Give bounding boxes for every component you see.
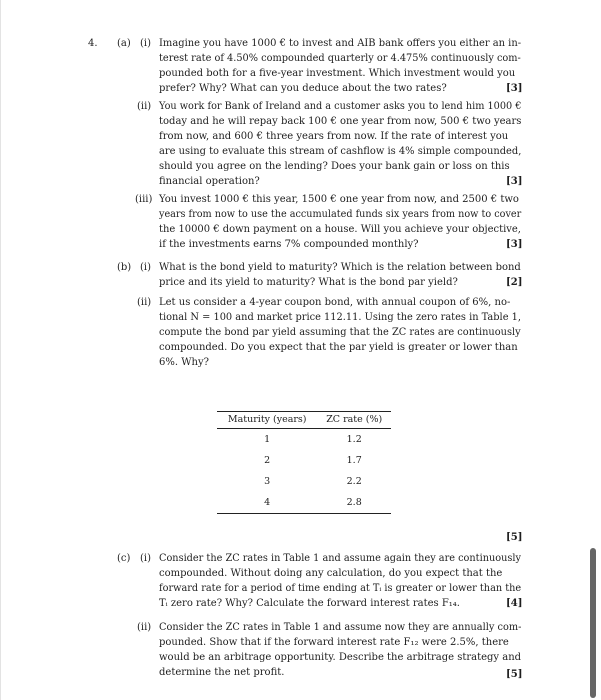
b-ii-line-2: tional N = 100 and market price 112.11. Using the zero rates in Table 1, xyxy=(159,312,521,323)
a-ii-label: (ii) xyxy=(137,101,152,112)
table-cell-rate: 2.8 xyxy=(317,492,391,514)
a-iii-label: (iii) xyxy=(135,194,153,205)
a-ii-line-2: today and he will repay back 100 € one year from now, 500 € two years xyxy=(159,116,522,127)
c-i-line-4: Tᵢ zero rate? Why? Calculate the forward interest rates F₁₄. xyxy=(159,598,460,609)
a-i-line-1: Imagine you have 1000 € to invest and AIB bank offers you either an in- xyxy=(159,38,522,49)
a-iii-line-1: You invest 1000 € this year, 1500 € one year from now, and 2500 € two xyxy=(159,194,519,205)
table-cell-rate: 2.2 xyxy=(346,476,362,487)
table-row xyxy=(217,492,391,514)
table-cell-rate: 1.2 xyxy=(346,434,362,445)
a-ii-line-5: should you agree on the lending? Does your bank gain or loss on this xyxy=(159,161,510,172)
c-ii-label: (ii) xyxy=(137,622,152,633)
c-ii-line-3: would be an arbitrage opportunity. Describe the arbitrage strategy and xyxy=(159,652,522,663)
a-ii-line-3: from now, and 600 € three years from now. If the rate of interest you xyxy=(159,131,509,142)
b-ii-line-5: 6%. Why? xyxy=(159,357,209,368)
part-a-label: (a) xyxy=(117,38,131,49)
a-i-label: (i) xyxy=(140,38,152,49)
c-ii-marks: [5] xyxy=(506,669,523,680)
question-number: 4. xyxy=(88,38,98,49)
a-ii-line-4: are using to evaluate this stream of cashflow is 4% simple compounded, xyxy=(159,146,522,157)
c-i-label: (i) xyxy=(140,553,152,564)
table-cell-rate: 1.7 xyxy=(346,455,362,466)
table-cell-maturity: 1 xyxy=(264,434,271,445)
vertical-scrollbar-thumb[interactable] xyxy=(590,548,596,698)
b-ii-line-3: compute the bond par yield assuming that the ZC rates are continuously xyxy=(159,327,521,338)
c-ii-line-4: determine the net profit. xyxy=(159,667,285,678)
a-ii-line-6: financial operation? xyxy=(159,176,260,187)
b-ii-line-1: Let us consider a 4-year coupon bond, with annual coupon of 6%, no- xyxy=(159,297,511,308)
b-ii-marks: [5] xyxy=(506,532,523,543)
table-cell-maturity: 4 xyxy=(217,492,317,514)
c-i-line-3: forward rate for a period of time ending at Tᵢ is greater or lower than the xyxy=(159,583,522,594)
b-ii-label: (ii) xyxy=(137,297,152,308)
b-i-marks: [2] xyxy=(506,277,523,288)
a-i-line-4: prefer? Why? What can you deduce about the two rates? xyxy=(159,83,447,94)
table-row xyxy=(217,450,391,471)
a-iii-line-4: if the investments earns 7% compounded monthly? xyxy=(159,239,419,250)
c-ii-line-1: Consider the ZC rates in Table 1 and assume now they are annually com- xyxy=(159,622,522,633)
c-ii-line-2: pounded. Show that if the forward interest rate F₁₂ were 2.5%, there xyxy=(159,637,509,648)
a-i-line-3: pounded both for a five-year investment. Which investment would you xyxy=(159,68,516,79)
a-iii-line-2: years from now to use the accumulated funds six years from now to cover xyxy=(159,209,522,220)
a-iii-marks: [3] xyxy=(506,239,523,250)
zc-rate-table xyxy=(217,411,391,514)
b-i-label: (i) xyxy=(140,262,152,273)
a-i-line-2: terest rate of 4.50% compounded quarterly or 4.475% continuously com- xyxy=(159,53,521,64)
c-i-line-2: compounded. Without doing any calculation, do you expect that the xyxy=(159,568,503,579)
a-ii-line-1: You work for Bank of Ireland and a customer asks you to lend him 1000 € xyxy=(159,101,522,112)
c-i-line-1: Consider the ZC rates in Table 1 and assume again they are continuously xyxy=(159,553,521,564)
table-row xyxy=(217,471,391,492)
a-i-marks: [3] xyxy=(506,83,523,94)
a-iii-line-3: the 10000 € down payment on a house. Will you achieve your objective, xyxy=(159,224,521,235)
table-header-row xyxy=(217,412,391,429)
b-ii-line-4: compounded. Do you expect that the par yield is greater or lower than xyxy=(159,342,518,353)
table-row xyxy=(217,429,391,451)
part-c-label: (c) xyxy=(117,553,131,564)
c-i-marks: [4] xyxy=(506,598,523,609)
b-i-line-1: What is the bond yield to maturity? Which is the relation between bond xyxy=(159,262,521,273)
table-header-zc-rate: ZC rate (%) xyxy=(317,412,391,429)
b-i-line-2: price and its yield to maturity? What is the bond par yield? xyxy=(159,277,458,288)
table-header-maturity: Maturity (years) xyxy=(217,412,317,429)
table-cell-maturity: 3 xyxy=(264,476,271,487)
part-b-label: (b) xyxy=(117,262,132,273)
a-ii-marks: [3] xyxy=(506,176,523,187)
table-cell-maturity: 2 xyxy=(264,455,271,466)
